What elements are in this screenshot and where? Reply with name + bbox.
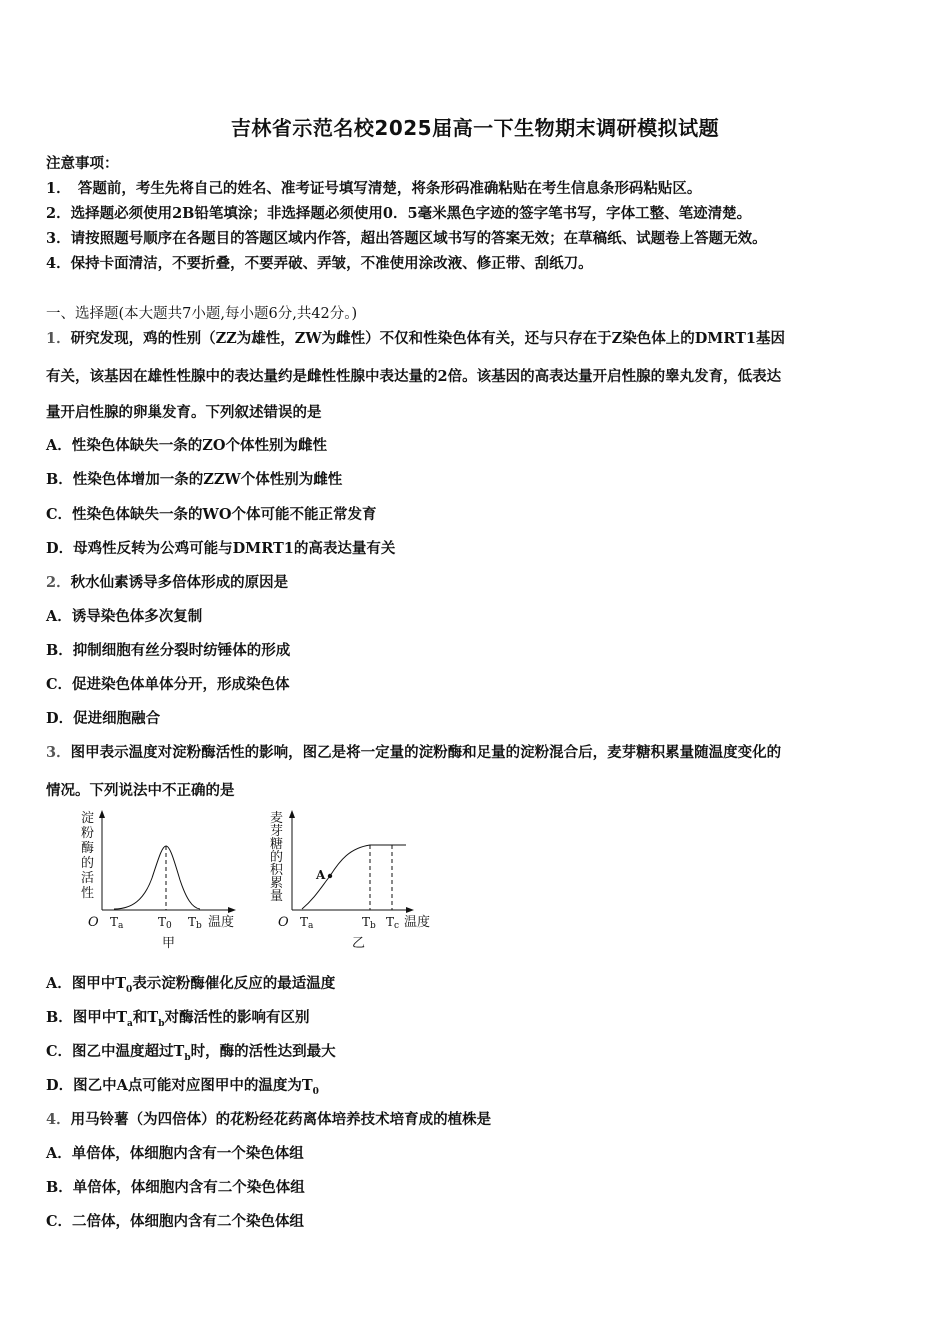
question-3-line: 情况。下列说法中不正确的是 (46, 782, 235, 799)
option-d: D．母鸡性反转为公鸡可能与DMRT1的高表达量有关 (46, 540, 396, 557)
graph-yi (270, 810, 430, 951)
x-axis-arrow (228, 907, 236, 913)
question-2-line (46, 571, 288, 592)
question-1-line: 量开启性腺的卵巢发育。下列叙述错误的是 (46, 404, 322, 421)
y-label-char: 麦 (270, 811, 284, 826)
y-label-char: 糖 (270, 837, 284, 852)
enzyme-figure (70, 808, 450, 958)
question-4-text: 用马铃薯（为四倍体）的花粉经花药离体培养技术培育成的植株是 (70, 1111, 492, 1128)
graph-caption: 甲 (162, 936, 176, 951)
tick-label: Tc (386, 915, 400, 931)
y-label-char: 性 (81, 886, 95, 901)
option-c: C．促进染色体单体分开，形成染色体 (46, 676, 290, 693)
question-number: 2． (46, 574, 71, 591)
notice-item: 4．保持卡面清洁，不要折叠，不要弄破、弄皱，不准使用涂改液、修正带、刮纸刀。 (46, 255, 593, 272)
graph-caption: 乙 (352, 936, 366, 951)
question-2-text: 秋水仙素诱导多倍体形成的原因是 (70, 574, 289, 591)
y-label-char: 粉 (81, 826, 95, 841)
y-label-char: 量 (270, 889, 284, 904)
option-b: B．单倍体，体细胞内含有二个染色体组 (46, 1179, 305, 1196)
y-label-char: 芽 (270, 824, 284, 839)
tick-label: Tb (362, 915, 376, 931)
x-axis-label: 温度 (208, 915, 235, 930)
y-label-char: 酶 (81, 841, 95, 856)
page-title: 吉林省示范名校2025届高一下生物期末调研模拟试题 (230, 116, 720, 140)
tick-label: Ta (110, 915, 124, 931)
option-a: A．诱导染色体多次复制 (46, 608, 203, 625)
option-d: D．促进细胞融合 (46, 710, 161, 727)
option-a: A．图甲中$T_0$表示淀粉酶催化反应的最适温度 (46, 975, 336, 995)
activity-curve (114, 846, 200, 909)
question-number: 3． (46, 744, 71, 761)
question-1-line: 有关，该基因在雄性性腺中的表达量约是雌性性腺中表达量的2倍。该基因的高表达量开启性腺的睾丸发育，低表达 (46, 368, 782, 385)
tick-label: Ta (300, 915, 314, 931)
option-c: C．图乙中温度超过$T_b$时，酶的活性达到最大 (46, 1043, 336, 1063)
question-3-text: 图甲表示温度对淀粉酶活性的影响，图乙是将一定量的淀粉酶和足量的淀粉混合后，麦芽糖积累量随温度变化的 (70, 744, 782, 761)
graph-jia (81, 810, 236, 951)
notice-item: 2．选择题必须使用2B铅笔填涂；非选择题必须使用0．5毫米黑色字迹的签字笔书写，字体工整、笔迹清楚。 (46, 205, 752, 222)
question-4-line (46, 1108, 491, 1129)
question-number: 1． (46, 330, 71, 347)
question-1-text: 研究发现，鸡的性别（ZZ为雄性，ZW为雌性）不仅和性染色体有关，还与只存在于Z染色体上的DMRT1基因 (70, 330, 786, 347)
option-a: A．单倍体，体细胞内含有一个染色体组 (46, 1145, 304, 1162)
origin-label: O (88, 915, 99, 930)
option-d: D．图乙中A点可能对应图甲中的温度为$T_0$ (46, 1077, 319, 1097)
option-c: C．二倍体，体细胞内含有二个染色体组 (46, 1213, 305, 1230)
option-c: C．性染色体缺失一条的WO个体可能不能正常发育 (46, 506, 377, 523)
x-axis-arrow (406, 907, 414, 913)
y-label-char: 淀 (81, 811, 95, 826)
notice-heading: 注意事项： (46, 155, 119, 172)
x-axis-label: 温度 (404, 915, 431, 930)
y-axis-arrow (289, 810, 295, 818)
tick-label: T0 (158, 915, 172, 931)
y-label-char: 积 (270, 863, 284, 878)
tick-label: Tb (188, 915, 202, 931)
y-axis-arrow (99, 810, 105, 818)
point-a-label: A (316, 868, 326, 882)
enzyme-figure-svg (70, 808, 450, 958)
question-3-line (46, 741, 781, 762)
y-label-char: 的 (81, 856, 95, 871)
question-number: 4． (46, 1111, 71, 1128)
y-label-char: 的 (270, 850, 284, 865)
option-a: A．性染色体缺失一条的ZO个体性别为雌性 (46, 437, 327, 454)
point-a-marker (328, 874, 332, 878)
option-b: B．图甲中$T_a$和$T_b$对酶活性的影响有区别 (46, 1009, 310, 1029)
section-heading: 一、选择题(本大题共7小题,每小题6分,共42分。) (46, 306, 358, 322)
question-1-line (46, 327, 785, 348)
origin-label: O (278, 915, 289, 930)
y-label-char: 活 (81, 871, 95, 886)
notice-item: 3．请按照题号顺序在各题目的答题区域内作答，超出答题区域书写的答案无效；在草稿纸、试题卷上答题无效。 (46, 230, 767, 247)
y-label-char: 累 (270, 876, 284, 891)
option-b: B．抑制细胞有丝分裂时纺锤体的形成 (46, 642, 291, 659)
option-b: B．性染色体增加一条的ZZW个体性别为雌性 (46, 471, 343, 488)
notice-item: 1． 答题前，考生先将自己的姓名、准考证号填写清楚，将条形码准确粘贴在考生信息条形码粘贴区。 (46, 180, 702, 197)
